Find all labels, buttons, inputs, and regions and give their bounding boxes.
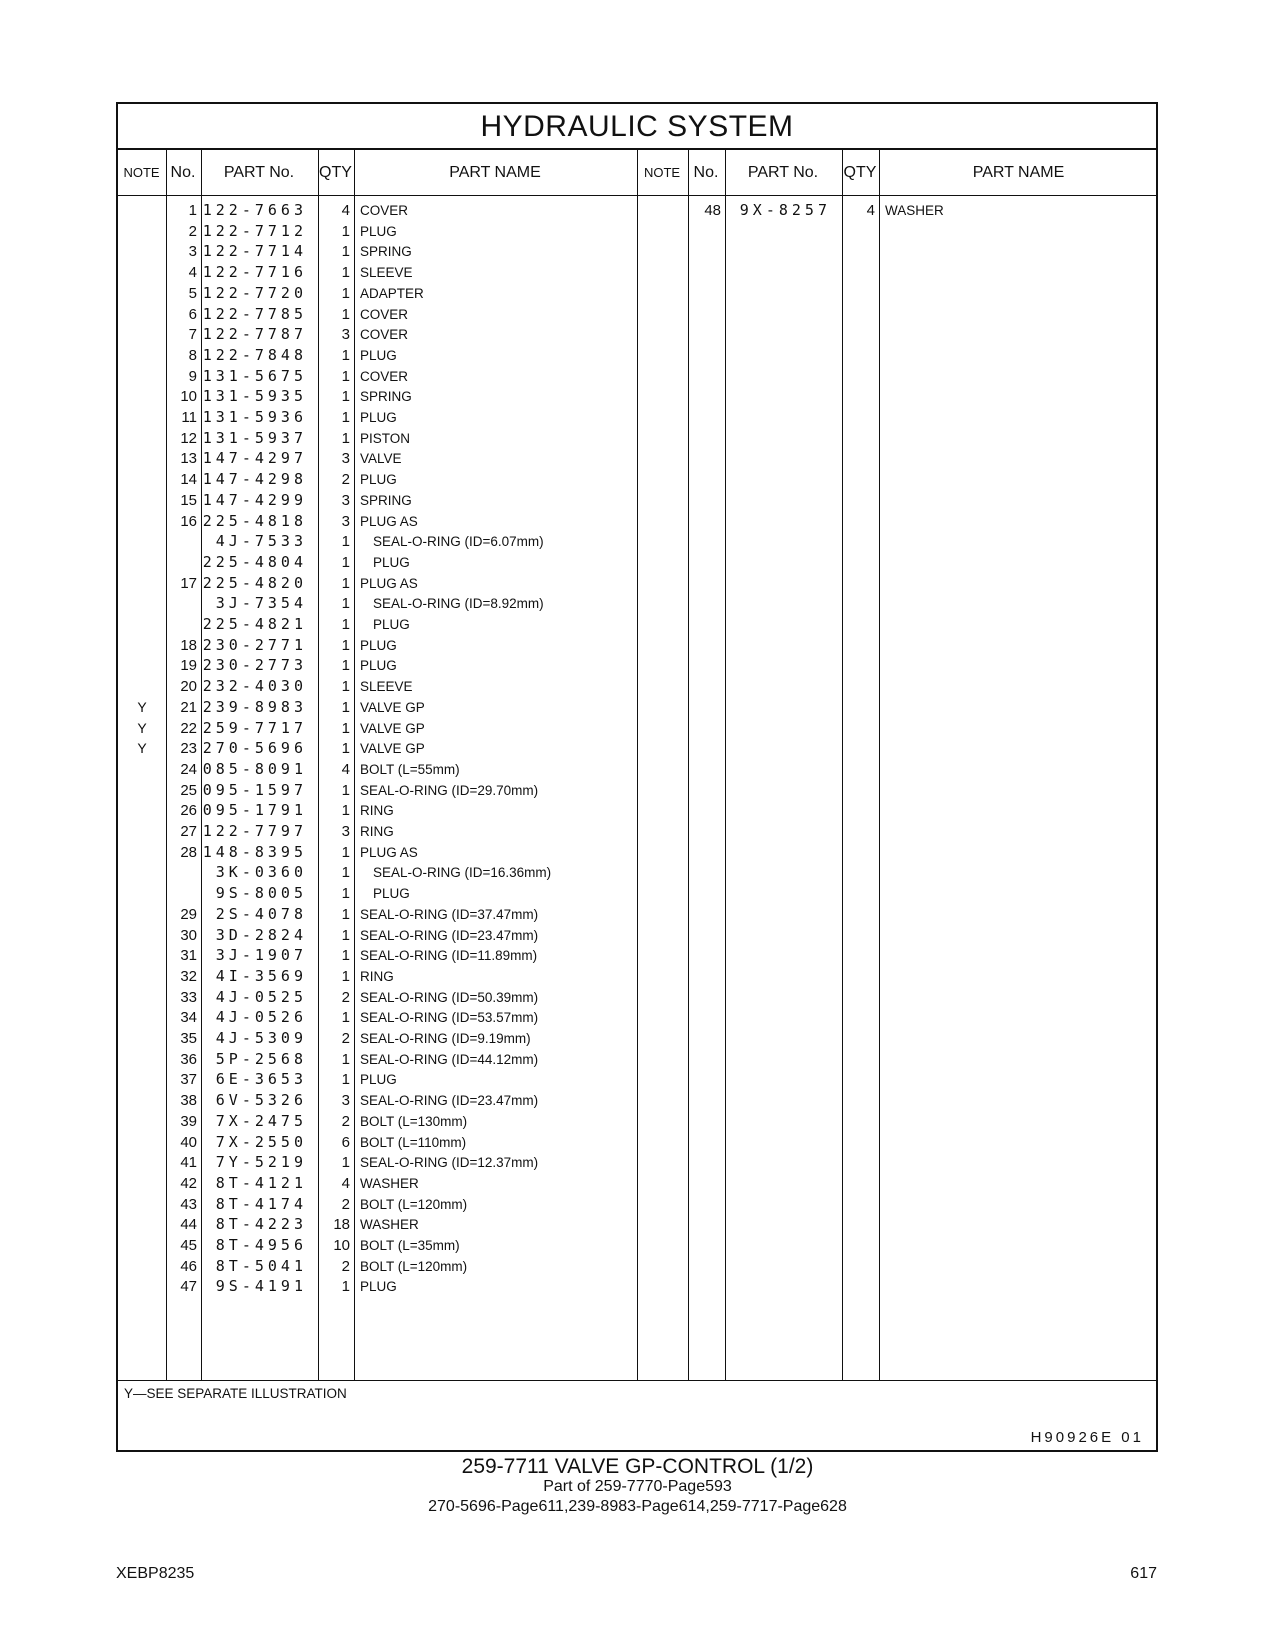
column-divider xyxy=(725,150,726,1380)
row-quantity: 1 xyxy=(341,284,350,302)
row-number: 40 xyxy=(180,1133,197,1151)
row-part-name: BOLT (L=55mm) xyxy=(360,761,460,777)
row-note xyxy=(118,1049,166,1070)
row-part-number: 095-1791 xyxy=(202,801,307,820)
row-part-name: SEAL-O-RING (ID=37.47mm) xyxy=(360,906,539,922)
row-note xyxy=(118,366,166,387)
header-no-right: No. xyxy=(693,164,719,181)
row-part-name: PLUG xyxy=(360,1279,397,1295)
row-part-number: 148-8395 xyxy=(202,842,307,861)
row-part-number: 122-7797 xyxy=(202,822,307,840)
row-number: 28 xyxy=(180,843,197,861)
row-number: 15 xyxy=(180,491,197,509)
row-part-number: 122-7787 xyxy=(202,325,307,344)
row-number: 31 xyxy=(180,947,197,965)
row-part-number: 230-2773 xyxy=(202,656,307,675)
row-quantity: 4 xyxy=(866,202,875,219)
row-note xyxy=(118,200,166,221)
row-part-number: 122-7720 xyxy=(202,283,307,302)
row-part-name: SEAL-O-RING (ID=29.70mm) xyxy=(360,782,539,798)
row-number: 11 xyxy=(181,409,197,426)
row-note xyxy=(118,821,166,842)
row-part-number: 131-5675 xyxy=(202,366,307,385)
row-part-name: PLUG AS xyxy=(360,575,418,591)
row-number: 5 xyxy=(188,284,197,302)
row-part-name: BOLT (L=110mm) xyxy=(360,1134,467,1150)
row-quantity: 1 xyxy=(341,264,350,282)
row-part-number: 147-4298 xyxy=(202,470,307,489)
column-divider xyxy=(688,150,689,1380)
row-part-number: 225-4804 xyxy=(202,552,307,571)
row-part-name: BOLT (L=35mm) xyxy=(360,1238,460,1253)
row-quantity: 2 xyxy=(341,988,350,1006)
row-number: 35 xyxy=(180,1030,197,1047)
row-note xyxy=(118,283,166,304)
row-number xyxy=(166,552,197,573)
row-number: 26 xyxy=(180,802,197,820)
row-quantity: 3 xyxy=(341,512,350,530)
row-part-number: 5P-2568 xyxy=(215,1049,307,1068)
row-part-number: 122-7714 xyxy=(202,242,307,261)
row-quantity: 1 xyxy=(341,843,350,861)
row-number: 45 xyxy=(180,1237,197,1254)
row-quantity: 1 xyxy=(341,305,350,323)
footnote: Y—SEE SEPARATE ILLUSTRATION xyxy=(124,1386,347,1401)
row-part-number: 8T-4956 xyxy=(215,1236,307,1254)
row-quantity: 1 xyxy=(341,595,350,613)
row-note xyxy=(118,635,166,656)
row-number: 47 xyxy=(180,1278,197,1296)
row-part-name: SEAL-O-RING (ID=8.92mm) xyxy=(373,596,544,612)
row-part-number: 7Y-5219 xyxy=(215,1153,307,1172)
row-part-name: PLUG xyxy=(373,554,410,570)
row-part-name: PLUG xyxy=(360,347,397,363)
row-part-number: 147-4297 xyxy=(202,449,307,468)
row-number xyxy=(166,883,197,904)
row-quantity: 1 xyxy=(341,719,350,737)
row-number: 39 xyxy=(180,1112,197,1130)
row-quantity: 10 xyxy=(333,1237,350,1254)
row-quantity: 1 xyxy=(341,967,350,985)
row-part-number: 239-8983 xyxy=(202,697,307,716)
row-part-name: SEAL-O-RING (ID=23.47mm) xyxy=(360,1093,539,1109)
row-part-number: 6V-5326 xyxy=(215,1091,307,1110)
row-part-name: ADAPTER xyxy=(360,285,424,301)
row-number: 4 xyxy=(188,264,197,282)
row-part-number: 122-7712 xyxy=(202,221,307,240)
row-note xyxy=(118,1194,166,1215)
row-number xyxy=(166,593,197,614)
row-part-number: 122-7785 xyxy=(202,304,307,323)
row-note xyxy=(118,780,166,801)
row-part-number: 4J-5309 xyxy=(215,1029,307,1047)
row-number: 21 xyxy=(180,698,197,716)
row-quantity: 4 xyxy=(341,202,350,219)
row-quantity: 1 xyxy=(341,388,350,406)
row-quantity: 1 xyxy=(341,678,350,696)
group-title: 259-7711 VALVE GP-CONTROL (1/2) xyxy=(461,1455,814,1478)
row-note xyxy=(118,1069,166,1090)
row-part-number: 131-5936 xyxy=(202,408,307,426)
row-note xyxy=(118,1235,166,1256)
row-note xyxy=(118,676,166,697)
row-quantity: 1 xyxy=(341,636,350,654)
row-note xyxy=(118,531,166,552)
row-part-number: 9X-8257 xyxy=(739,201,831,219)
row-part-number: 8T-4174 xyxy=(215,1194,307,1213)
row-part-name: VALVE GP xyxy=(360,720,425,736)
row-part-name: SEAL-O-RING (ID=53.57mm) xyxy=(360,1010,539,1026)
row-quantity: 1 xyxy=(341,1071,350,1089)
row-quantity: 18 xyxy=(333,1216,350,1234)
row-note xyxy=(118,1214,166,1235)
row-part-name: PLUG xyxy=(360,472,397,488)
column-divider xyxy=(879,150,880,1380)
row-quantity: 1 xyxy=(341,657,350,675)
row-part-name: PLUG AS xyxy=(360,844,418,860)
row-quantity: 1 xyxy=(341,429,350,447)
row-number: 18 xyxy=(180,636,197,654)
row-part-number: 232-4030 xyxy=(202,677,307,696)
row-note xyxy=(118,593,166,614)
row-quantity: 6 xyxy=(341,1133,350,1151)
row-part-number: 6E-3653 xyxy=(215,1070,307,1089)
row-number: 33 xyxy=(180,988,197,1006)
row-part-number: 4J-0525 xyxy=(215,987,307,1006)
row-quantity: 3 xyxy=(341,450,350,468)
row-part-name: PLUG AS xyxy=(360,513,418,529)
row-quantity: 1 xyxy=(341,740,350,758)
row-quantity: 1 xyxy=(341,346,350,364)
row-number xyxy=(166,531,197,552)
row-note xyxy=(118,490,166,511)
row-part-name: COVER xyxy=(360,327,409,343)
row-note xyxy=(118,511,166,532)
row-note xyxy=(118,262,166,283)
row-note xyxy=(118,925,166,946)
row-quantity: 1 xyxy=(341,1009,350,1027)
row-part-number: 122-7663 xyxy=(202,201,307,219)
row-quantity: 2 xyxy=(341,1257,350,1275)
row-note xyxy=(118,1256,166,1277)
row-part-number: 3D-2824 xyxy=(215,925,307,944)
row-part-name: SPRING xyxy=(360,244,412,260)
row-part-name: PLUG xyxy=(360,223,397,239)
row-part-number: 8T-4121 xyxy=(215,1173,307,1192)
row-quantity: 1 xyxy=(341,1050,350,1068)
row-note xyxy=(118,1276,166,1297)
row-part-name: COVER xyxy=(360,368,409,384)
column-divider xyxy=(842,150,843,1380)
parent-reference: Part of 259-7770-Page593 xyxy=(543,1478,732,1495)
related-pages: 270-5696-Page611,239-8983-Page614,259-7717-Page628 xyxy=(428,1498,847,1515)
row-part-name: SEAL-O-RING (ID=50.39mm) xyxy=(360,989,539,1005)
row-note xyxy=(118,1007,166,1028)
row-part-number: 8T-5041 xyxy=(215,1256,307,1275)
row-quantity: 2 xyxy=(341,471,350,489)
row-part-name: SLEEVE xyxy=(360,679,413,695)
row-quantity: 3 xyxy=(341,823,350,840)
row-part-name: VALVE xyxy=(360,451,402,467)
row-part-number: 3J-7354 xyxy=(215,594,307,613)
row-part-name: WASHER xyxy=(885,203,944,218)
row-part-number: 225-4818 xyxy=(202,511,307,530)
row-quantity: 1 xyxy=(341,222,350,240)
row-number: 1 xyxy=(188,202,197,219)
row-part-number: 3K-0360 xyxy=(215,863,307,882)
header-part-left: PART No. xyxy=(223,164,295,181)
row-note xyxy=(118,966,166,987)
row-part-name: BOLT (L=120mm) xyxy=(360,1258,468,1274)
row-note xyxy=(118,945,166,966)
row-number: 44 xyxy=(180,1216,197,1234)
row-number: 13 xyxy=(180,450,197,468)
row-part-number: 095-1597 xyxy=(202,780,307,799)
row-note: Y xyxy=(137,740,147,757)
row-part-number: 7X-2475 xyxy=(215,1111,307,1130)
row-quantity: 2 xyxy=(341,1112,350,1130)
row-quantity: 1 xyxy=(341,553,350,571)
row-note xyxy=(118,1028,166,1049)
row-note xyxy=(118,1173,166,1194)
row-part-number: 225-4820 xyxy=(202,573,307,592)
header-qty-right: QTY xyxy=(843,164,877,181)
row-note xyxy=(118,1132,166,1153)
row-number: 6 xyxy=(188,305,197,323)
row-part-name: SEAL-O-RING (ID=16.36mm) xyxy=(373,865,552,881)
row-quantity: 1 xyxy=(341,616,350,633)
row-quantity: 2 xyxy=(341,1030,350,1047)
row-number: 41 xyxy=(180,1154,197,1172)
row-part-name: PLUG xyxy=(360,658,397,674)
row-quantity: 1 xyxy=(341,698,350,716)
row-part-name: BOLT (L=130mm) xyxy=(360,1113,468,1129)
row-note xyxy=(118,304,166,325)
row-number: 3 xyxy=(188,243,197,261)
row-number: 36 xyxy=(180,1050,197,1068)
row-note: Y xyxy=(137,719,147,736)
row-note xyxy=(118,324,166,345)
row-part-number: 131-5937 xyxy=(202,428,307,447)
row-quantity: 1 xyxy=(341,574,350,592)
row-part-number: 131-5935 xyxy=(202,387,307,406)
row-number: 37 xyxy=(180,1071,197,1089)
row-part-name: SPRING xyxy=(360,389,412,405)
row-quantity: 1 xyxy=(341,533,350,551)
row-quantity: 3 xyxy=(341,326,350,344)
row-note xyxy=(118,904,166,925)
row-part-name: PLUG xyxy=(373,886,410,902)
row-number: 22 xyxy=(180,719,197,737)
parts-table-frame xyxy=(116,102,1158,1452)
row-number: 46 xyxy=(180,1257,197,1275)
row-number: 23 xyxy=(180,740,197,758)
row-number: 25 xyxy=(180,781,197,799)
row-part-name: PLUG xyxy=(373,617,410,632)
row-quantity: 1 xyxy=(341,864,350,882)
column-divider xyxy=(354,150,355,1380)
row-part-number: 230-2771 xyxy=(202,635,307,654)
row-number: 32 xyxy=(180,967,197,985)
row-quantity: 4 xyxy=(341,760,350,778)
row-number: 9 xyxy=(188,367,197,385)
header-note-left: NOTE xyxy=(123,165,160,180)
row-note xyxy=(118,800,166,821)
row-part-number: 7X-2550 xyxy=(215,1132,307,1151)
row-quantity: 1 xyxy=(341,1154,350,1172)
row-number: 17 xyxy=(180,574,197,592)
row-part-name: PLUG xyxy=(360,637,397,653)
row-part-number: 2S-4078 xyxy=(215,904,307,923)
row-part-name: SEAL-O-RING (ID=9.19mm) xyxy=(360,1031,531,1046)
row-part-number: 147-4299 xyxy=(202,490,307,509)
row-number xyxy=(166,614,197,635)
row-note xyxy=(118,987,166,1008)
row-note xyxy=(118,1090,166,1111)
row-number: 38 xyxy=(180,1092,197,1110)
row-quantity: 1 xyxy=(341,926,350,944)
row-part-name: PLUG xyxy=(360,410,397,425)
row-quantity: 1 xyxy=(341,905,350,923)
row-note xyxy=(118,573,166,594)
row-part-name: SPRING xyxy=(360,492,412,508)
row-number: 34 xyxy=(180,1009,197,1027)
header-note-right: NOTE xyxy=(643,165,681,180)
row-quantity: 1 xyxy=(341,1278,350,1296)
row-note xyxy=(118,655,166,676)
row-quantity: 1 xyxy=(341,367,350,385)
row-number: 2 xyxy=(188,222,197,240)
row-note xyxy=(118,842,166,863)
row-note xyxy=(637,200,688,221)
row-part-name: RING xyxy=(360,968,394,984)
row-part-name: VALVE GP xyxy=(360,741,425,757)
row-note xyxy=(118,345,166,366)
row-part-name: RING xyxy=(360,803,394,819)
row-part-number: 259-7717 xyxy=(202,718,307,737)
header-no-left: No. xyxy=(170,164,196,181)
row-quantity: 1 xyxy=(341,243,350,261)
row-number: 14 xyxy=(180,471,197,489)
row-number: 24 xyxy=(180,760,197,778)
row-note xyxy=(118,759,166,780)
row-part-name: SEAL-O-RING (ID=6.07mm) xyxy=(373,534,544,550)
row-number xyxy=(166,862,197,883)
row-quantity: 4 xyxy=(341,1174,350,1192)
row-part-name: SLEEVE xyxy=(360,265,413,281)
row-part-number: 8T-4223 xyxy=(215,1215,307,1234)
row-quantity: 3 xyxy=(341,491,350,509)
page-number: 617 xyxy=(1130,1565,1157,1582)
row-number: 12 xyxy=(180,429,197,447)
row-note xyxy=(118,1111,166,1132)
row-part-name: VALVE GP xyxy=(360,699,425,715)
row-note xyxy=(118,241,166,262)
drawing-code: H90926E 01 xyxy=(1030,1429,1144,1446)
row-number: 27 xyxy=(180,823,197,840)
row-quantity: 1 xyxy=(341,802,350,820)
row-part-name: PLUG xyxy=(360,1072,397,1088)
document-id: XEBP8235 xyxy=(116,1565,195,1582)
row-part-number: 9S-4191 xyxy=(215,1277,307,1296)
row-quantity: 1 xyxy=(341,885,350,903)
row-note xyxy=(118,614,166,635)
row-number: 10 xyxy=(180,388,197,406)
row-part-name: SEAL-O-RING (ID=11.89mm) xyxy=(360,948,538,964)
section-title: HYDRAULIC SYSTEM xyxy=(118,104,1156,150)
column-divider xyxy=(637,150,638,1380)
row-part-name: WASHER xyxy=(360,1217,419,1233)
row-part-number: 4J-0526 xyxy=(215,1008,307,1027)
row-part-number: 225-4821 xyxy=(202,615,307,633)
row-part-name: SEAL-O-RING (ID=23.47mm) xyxy=(360,927,539,943)
row-number: 8 xyxy=(188,346,197,364)
row-part-name: WASHER xyxy=(360,1175,419,1191)
row-note xyxy=(118,448,166,469)
row-part-number: 9S-8005 xyxy=(215,884,307,903)
row-quantity: 1 xyxy=(341,409,350,426)
row-note xyxy=(118,407,166,428)
header-part-right: PART No. xyxy=(747,164,819,181)
row-part-name: COVER xyxy=(360,306,409,322)
row-part-number: 085-8091 xyxy=(202,759,307,778)
row-part-number: 4J-7533 xyxy=(215,532,307,551)
row-part-name: BOLT (L=120mm) xyxy=(360,1196,468,1212)
row-note xyxy=(118,883,166,904)
row-number: 43 xyxy=(180,1195,197,1213)
row-number: 7 xyxy=(188,326,197,344)
row-part-name: RING xyxy=(360,824,394,839)
row-note xyxy=(118,552,166,573)
row-number: 29 xyxy=(180,905,197,923)
row-part-number: 4I-3569 xyxy=(215,966,307,985)
row-quantity: 2 xyxy=(341,1195,350,1213)
row-note xyxy=(118,428,166,449)
table-bottom-divider xyxy=(118,1380,1156,1381)
header-name-left: PART NAME xyxy=(449,164,541,181)
header-name-right: PART NAME xyxy=(972,164,1065,181)
row-number: 30 xyxy=(180,926,197,944)
row-part-name: COVER xyxy=(360,203,409,218)
row-quantity: 3 xyxy=(341,1092,350,1110)
row-number: 20 xyxy=(180,678,197,696)
row-note: Y xyxy=(137,698,147,715)
row-part-name: SEAL-O-RING (ID=44.12mm) xyxy=(360,1051,539,1067)
row-number: 19 xyxy=(180,657,197,675)
row-number: 16 xyxy=(180,512,197,530)
row-number: 42 xyxy=(180,1174,197,1192)
row-note xyxy=(118,221,166,242)
row-part-number: 122-7848 xyxy=(202,345,307,364)
row-note xyxy=(118,469,166,490)
row-quantity: 1 xyxy=(341,781,350,799)
row-part-name: SEAL-O-RING (ID=12.37mm) xyxy=(360,1155,539,1171)
row-number: 48 xyxy=(704,202,721,219)
row-part-number: 122-7716 xyxy=(202,263,307,282)
header-qty-left: QTY xyxy=(319,164,352,181)
row-note xyxy=(118,862,166,883)
row-part-number: 3J-1907 xyxy=(215,946,307,965)
row-part-name: PISTON xyxy=(360,430,411,446)
row-note xyxy=(118,1152,166,1173)
row-quantity: 1 xyxy=(341,947,350,965)
row-note xyxy=(118,386,166,407)
row-part-number: 270-5696 xyxy=(202,739,307,758)
